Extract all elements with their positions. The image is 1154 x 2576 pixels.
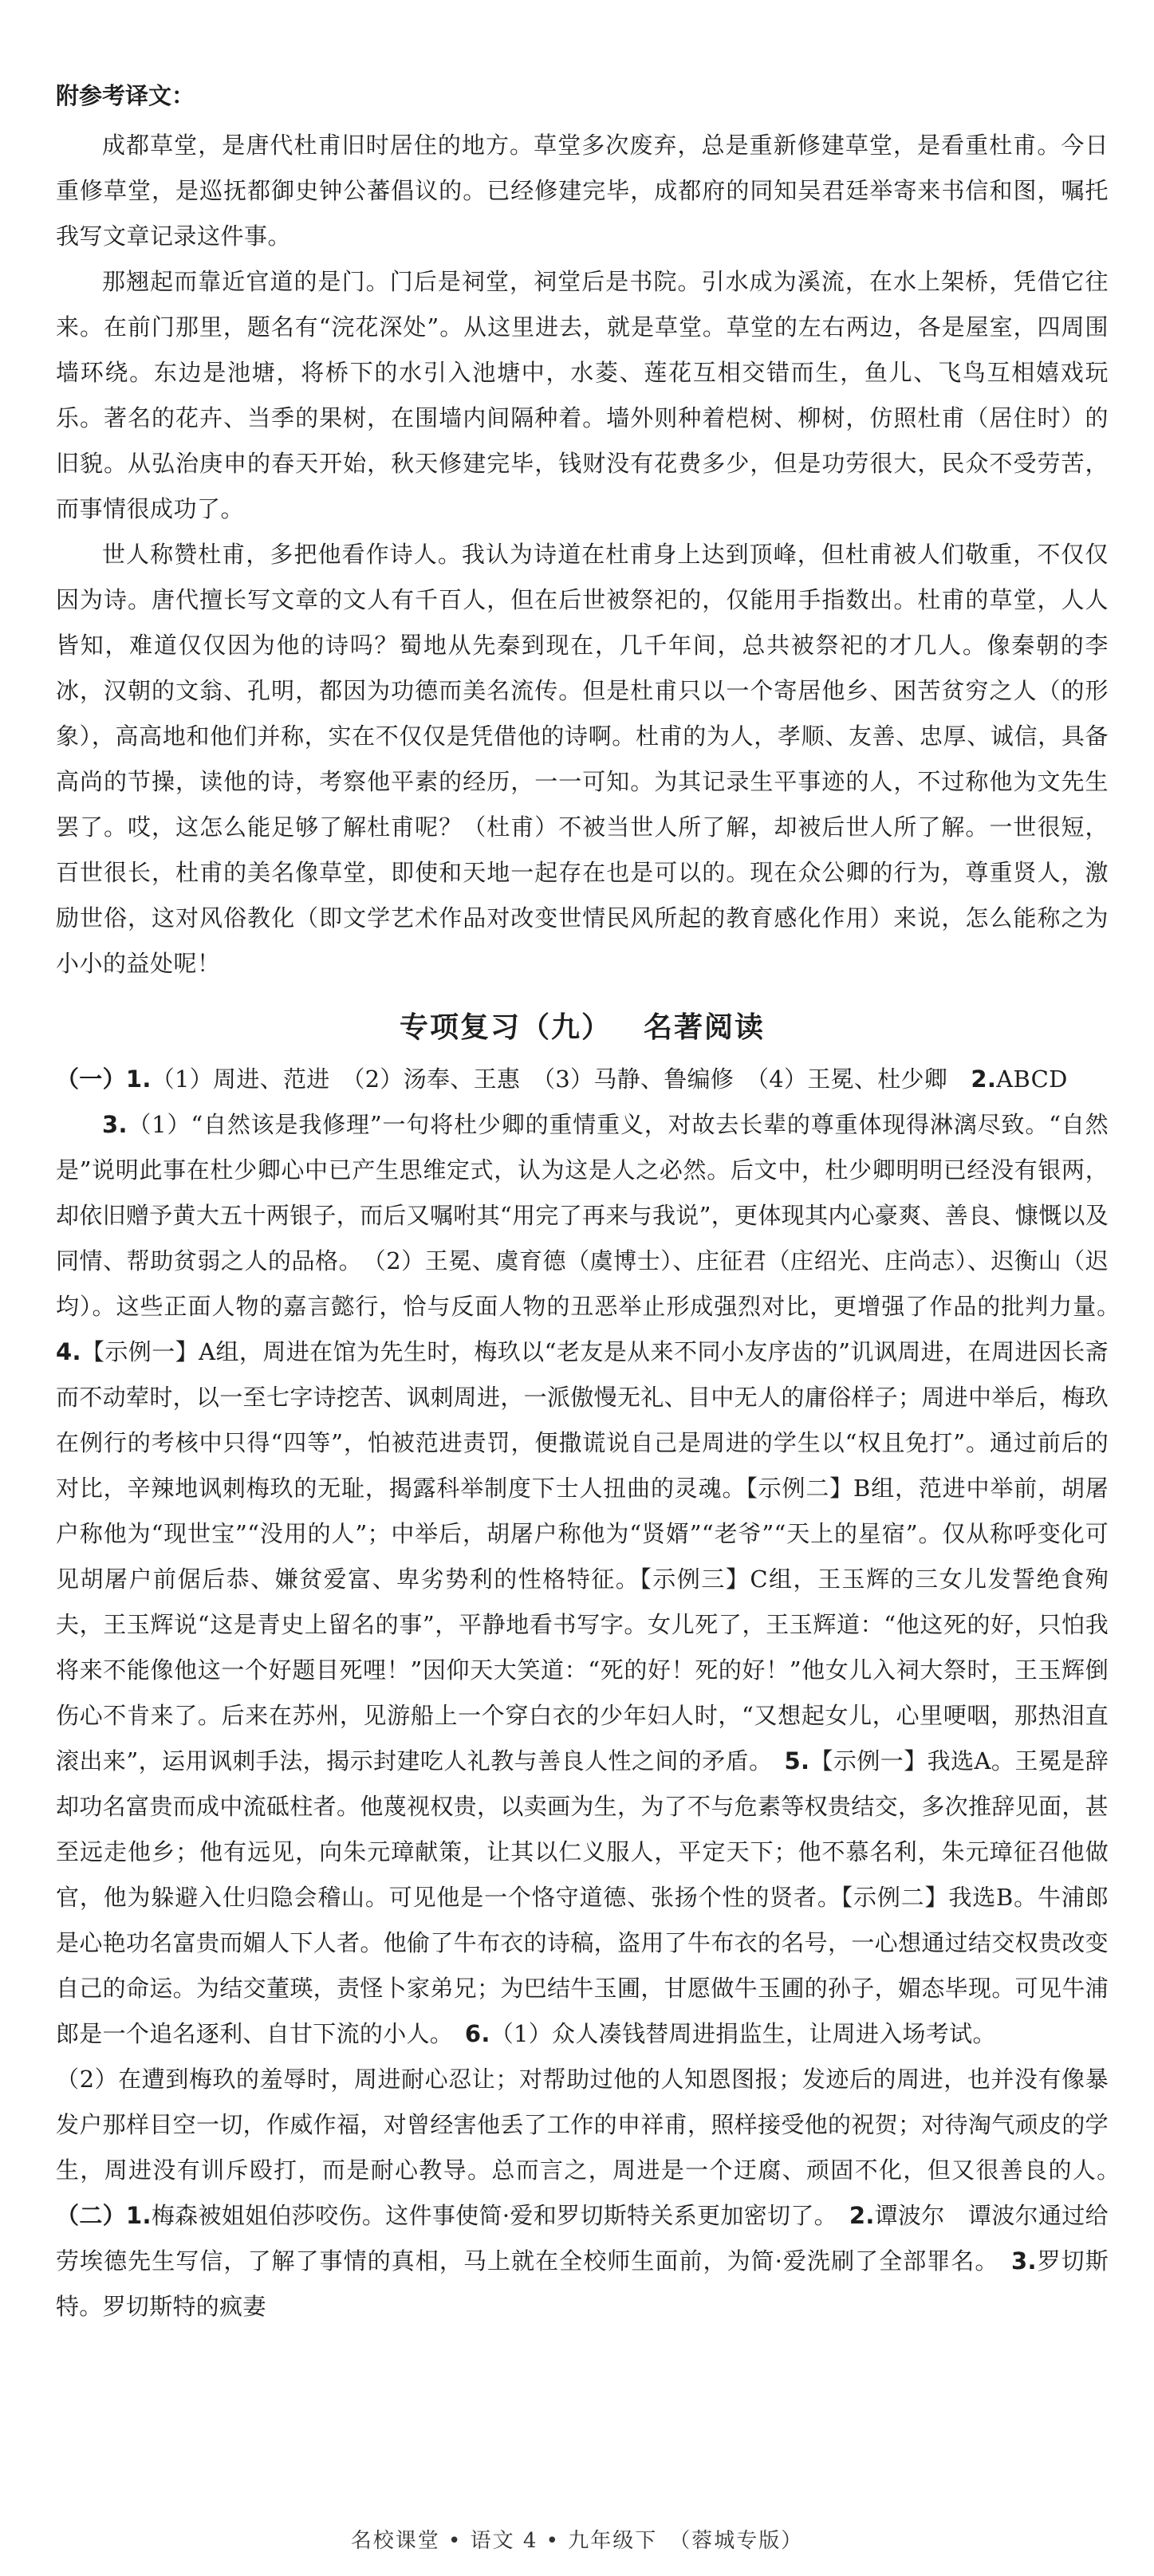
q2-number: 2. bbox=[971, 1065, 997, 1093]
page-content bbox=[56, 80, 1132, 2330]
section-title bbox=[56, 1004, 1109, 1052]
page-footer: 名校课堂 • 语文 4 • 九年级下 （蓉城专版） bbox=[350, 2529, 804, 2553]
q4-answer: 【示例一】A组，周进在馆为先生时，梅玖以“老友是从来不同小友序齿的”讥讽周进，在周进因长斋而不动荤时，以一至七字诗挖苦、讽刺周进，一派傲慢无礼、目中无人的庸俗样子；周进中举后，梅玖在例行的考核中只得“四等”，怕被范进责罚，便撒谎说自己是周进的学生以“权且免打”。通过前后的对比，辛辣地讽刺梅玖的无耻，揭露科举制度下士人扭曲的灵魂。【示例二】B组，范进中举前，胡屠户称他为“现世宝”“没用的人”；中举后，胡屠户称他为“贤婿”“老爷”“天上的星宿”。仅从称呼变化可见胡屠户前倨后恭、嫌贫爱富、卑劣势利的性格特征。【示例三】C组，王玉辉的三女儿发誓绝食殉夫，王玉辉说“这是青史上留名的事”，平静地看书写字。女儿死了，王玉辉道：“他这死的好，只怕我将来不能像他这一个好题目死哩！”因仰天大笑道：“死的好！死的好！”他女儿入祠大祭时，王玉辉倒伤心不肯来了。后来在苏州，见游船上一个穿白衣的少年妇人时，“又想起女儿，心里哽咽，那热泪直滚出来”，运用讽刺手法，揭示封建吃人礼教与善良人性之间的矛盾。 bbox=[56, 1338, 1109, 1774]
q1-number: 1. bbox=[125, 1065, 152, 1093]
translation-paragraph-3: 世人称赞杜甫，多把他看作诗人。我认为诗道在杜甫身上达到顶峰，但杜甫被人们敬重，不仅仅因为诗。唐代擅长写文章的文人有千百人，但在后世被祭祀的，仅能用手指数出。杜甫的草堂，人人皆知，难道仅仅因为他的诗吗？蜀地从先秦到现在，几千年间，总共被祭祀的才几人。像秦朝的李冰，汉朝的文翁、孔明，都因为功德而美名流传。但是杜甫只以一个寄居他乡、困苦贫穷之人（的形象），高高地和他们并称，实在不仅仅是凭借他的诗啊。杜甫的为人，孝顺、友善、忠厚、诚信，具备高尚的节操，读他的诗，考察他平素的经历，一一可知。为其记录生平事迹的人，不过称他为文先生罢了。哎，这怎么能足够了解杜甫呢？（杜甫）不被当世人所了解，却被后世人所了解。一世很短，百世很长，杜甫的美名像草堂，即使和天地一起存在也是可以的。现在众公卿的行为，尊重贤人，激励世俗，这对风俗教化（即文学艺术作品对改变世情民风所起的教育感化作用）来说，怎么能称之为小小的益处呢！ bbox=[56, 541, 1109, 977]
answer-block-q3-q6 bbox=[56, 1102, 1132, 2057]
p2q1-answer: 梅森被姐姐伯莎咬伤。这件事使简·爱和罗切斯特关系更加密切了。 bbox=[151, 2202, 849, 2229]
q4-number: 4. bbox=[56, 1338, 81, 1365]
p2q1-number: 1. bbox=[126, 2202, 152, 2229]
q6-number: 6. bbox=[464, 2020, 490, 2047]
p2q2-answer: 谭波尔 谭波尔通过给劳埃德先生写信，了解了事情的真相，马上就在全校师生面前，为简·爱洗刷了全部罪名。 bbox=[56, 2202, 1109, 2275]
q2-answer: ABCD bbox=[996, 1065, 1068, 1093]
part1-label: （一） bbox=[56, 1065, 126, 1093]
p2q2-number: 2. bbox=[849, 2202, 875, 2229]
q5-answer: 【示例一】我选A。王冕是辞却功名富贵而成中流砥柱者。他蔑视权贵，以卖画为生，为了不与危素等权贵结交，多次推辞见面，甚至远走他乡；他有远见，向朱元璋献策，让其以仁义服人，平定天下；他不慕名利，朱元璋征召他做官，他为躲避入仕归隐会稽山。可见他是一个恪守道德、张扬个性的贤者。【示例二】我选B。牛浦郎是心艳功名富贵而媚人下人者。他偷了牛布衣的诗稿，盗用了牛布衣的名号，一心想通过结交权贵改变自己的命运。为结交董瑛，责怪卜家弟兄；为巴结牛玉圃，甘愿做牛玉圃的孙子，媚态毕现。可见牛浦郎是一个追名逐利、自甘下流的小人。 bbox=[56, 1747, 1109, 2047]
part2-label: （二） bbox=[56, 2202, 126, 2229]
section-title-sub: 名著阅读 bbox=[644, 1011, 766, 1044]
q1-answer: （1）周进、范进 （2）汤奉、王惠 （3）马静、鲁编修 （4）王冕、杜少卿 bbox=[151, 1065, 971, 1093]
answer-block-q6b-part2 bbox=[56, 2057, 1132, 2330]
translation-paragraph-2: 那翘起而靠近官道的是门。门后是祠堂，祠堂后是书院。引水成为溪流，在水上架桥，凭借它往来。在前门那里，题名有“浣花深处”。从这里进去，就是草堂。草堂的左右两边，各是屋室，四周围墙环绕。东边是池塘，将桥下的水引入池塘中，水菱、莲花互相交错而生，鱼儿、飞鸟互相嬉戏玩乐。著名的花卉、当季的果树，在围墙内间隔种着。墙外则种着桤树、柳树，仿照杜甫（居住时）的旧貌。从弘治庚申的春天开始，秋天修建完毕，钱财没有花费多少，但是功劳很大，民众不受劳苦，而事情很成功了。 bbox=[56, 268, 1109, 522]
q5-number: 5. bbox=[784, 1747, 810, 1774]
q6-answer-part-a: （1）众人凑钱替周进捐监生，让周进入场考试。 bbox=[490, 2020, 996, 2047]
translation-paragraph-1: 成都草堂，是唐代杜甫旧时居住的地方。草堂多次废弃，总是重新修建草堂，是看重杜甫。今日重修草堂，是巡抚都御史钟公蕃倡议的。已经修建完毕，成都府的同知吴君廷举寄来书信和图，嘱托我写文章记录这件事。 bbox=[56, 132, 1109, 250]
p2q3-number: 3. bbox=[1011, 2247, 1037, 2275]
answer-block-part1-start bbox=[56, 1057, 1109, 1102]
p2q3-answer: 罗切斯特。罗切斯特的疯妻 bbox=[56, 2247, 1109, 2320]
q3-answer: （1）“自然该是我修理”一句将杜少卿的重情重义，对故去长辈的尊重体现得淋漓尽致。“自然是”说明此事在杜少卿心中已产生思维定式，认为这是人之必然。后文中，杜少卿明明已经没有银两，却依旧赠予黄大五十两银子，而后又嘱咐其“用完了再来与我说”，更体现其内心豪爽、善良、慷慨以及同情、帮助贫弱之人的品格。 （2）王冕、虞育德（虞博士）、庄征君（庄绍光、庄尚志）、迟衡山（迟均）。这些正面人物的嘉言懿行，恰与反面人物的丑恶举止形成强烈对比，更增强了作品的批判力量。 bbox=[56, 1111, 1132, 1320]
q6-answer-part-b: （2）在遭到梅玖的羞辱时，周进耐心忍让；对帮助过他的人知恩图报；发迹后的周进，也并没有像暴发户那样目空一切，作威作福，对曾经害他丢了工作的申祥甫，照样接受他的祝贺；对待淘气顽皮的学生，周进没有训斥殴打，而是耐心教导。总而言之，周进是一个迂腐、顽固不化，但又很善良的人。 bbox=[56, 2066, 1132, 2184]
section-title-main: 专项复习（九） bbox=[399, 1011, 612, 1044]
reference-label: 附参考译文： bbox=[56, 82, 195, 109]
q3-number: 3. bbox=[102, 1111, 128, 1138]
